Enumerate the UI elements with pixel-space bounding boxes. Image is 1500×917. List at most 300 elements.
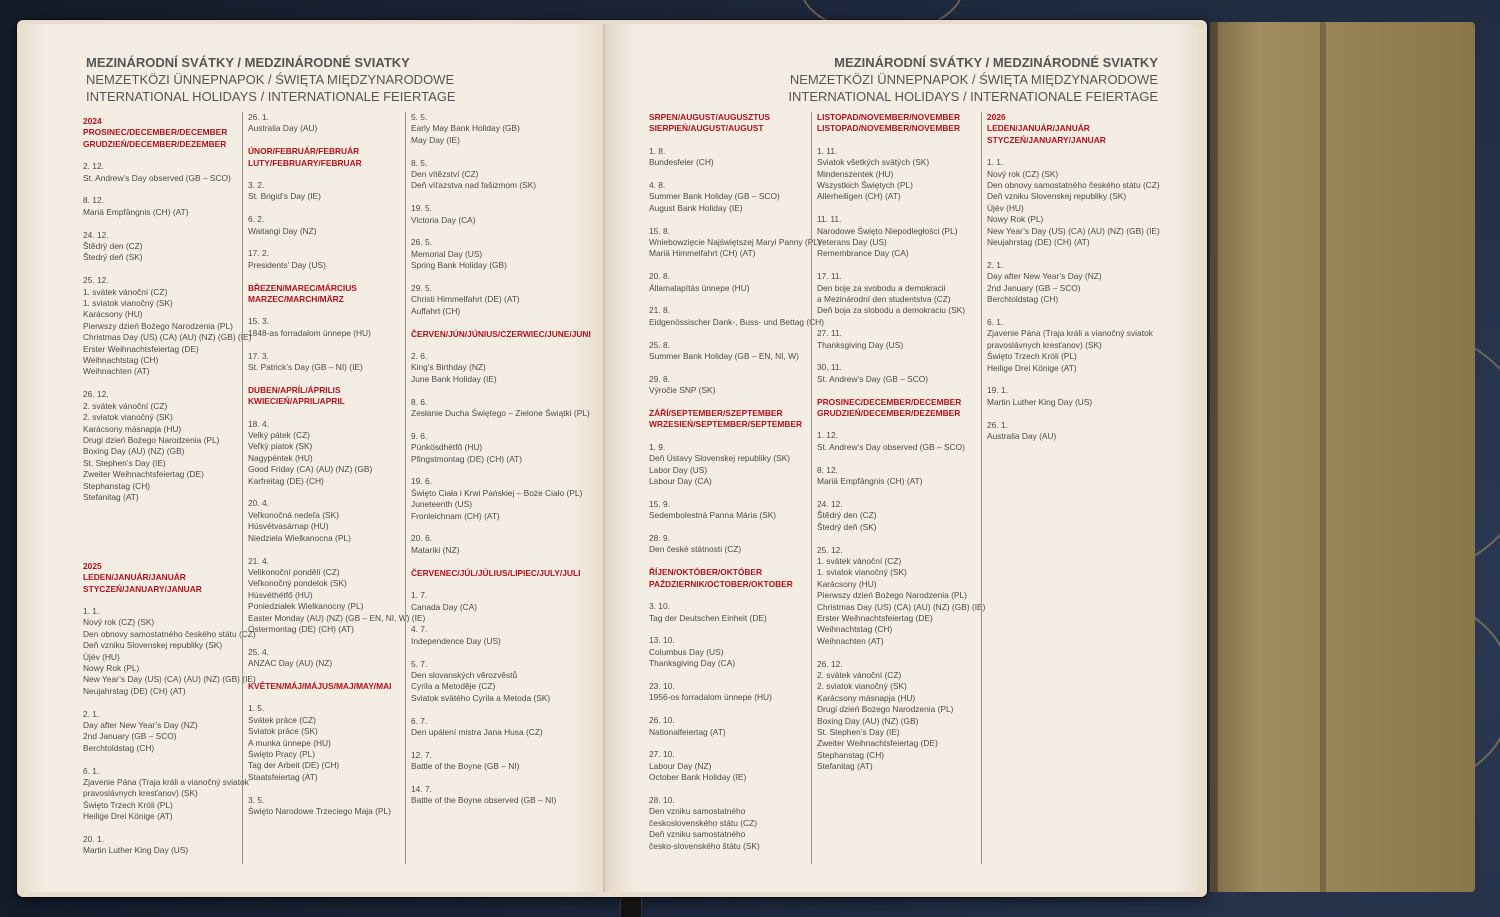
holiday-date: 6. 1. — [83, 765, 100, 776]
holiday-name: Juneteenth (US) — [411, 499, 472, 510]
holiday-date: 2. 12. — [83, 161, 104, 172]
holiday-name: Stefanitag (AT) — [817, 761, 873, 772]
holiday-date: 26. 10. — [649, 715, 675, 726]
section-heading-line: ÚNOR/FEBRUÁR/FEBRUÁR — [248, 146, 360, 157]
holiday-name: Deň boja za slobodu a demokraciu (SK) — [817, 305, 966, 316]
holiday-name: Den obnovy samostatného českého státu (CZ) — [987, 180, 1160, 191]
section-heading — [817, 397, 977, 420]
holiday-name: Stephanstag (CH) — [817, 749, 885, 760]
holiday-name: Ostermontag (DE) (CH) (AT) — [248, 623, 354, 634]
section-heading-line: ČERVENEC/JÚL/JÚLIUS/LIPIEC/JULY/JULI — [411, 567, 581, 578]
holiday-name: Labor Day (US) — [649, 464, 708, 475]
holiday-date: 4. 8. — [649, 180, 666, 191]
holiday-name: Cyrila a Metoděje (CZ) — [411, 681, 496, 692]
holiday-date: 5. 5. — [411, 112, 428, 122]
holiday-name: 2nd January (GB – SCO) — [987, 282, 1081, 293]
holiday-name: Veľkonočný pondelok (SK) — [248, 578, 347, 589]
holiday-entry — [248, 498, 401, 544]
holiday-entry — [248, 419, 401, 487]
holiday-name: Sviatok všetkých svätých (SK) — [817, 157, 930, 168]
holiday-date: 6. 2. — [248, 214, 265, 225]
holiday-entry — [817, 362, 977, 385]
holiday-name: 2nd January (GB – SCO) — [83, 731, 177, 742]
holiday-name: Canada Day (CA) — [411, 601, 478, 612]
holiday-name: June Bank Holiday (IE) — [411, 373, 497, 384]
section-heading — [817, 112, 977, 135]
holiday-name: Narodowe Święto Niepodległości (PL) — [817, 225, 958, 236]
holiday-entry — [248, 703, 401, 783]
section-heading — [411, 329, 591, 340]
holiday-entry — [83, 765, 249, 823]
holiday-entry — [411, 476, 591, 522]
holiday-name: Święto Trzech Króli (PL) — [987, 351, 1077, 362]
holiday-name: Den vzniku samostatného — [649, 806, 746, 817]
holiday-name: Den obnovy samostatného českého státu (CZ) — [83, 628, 256, 639]
holiday-entry — [248, 316, 401, 339]
holiday-name: New Year’s Day (US) (CA) (AU) (NZ) (GB) (IE) — [987, 225, 1160, 236]
header-subtitle: NEMZETKÖZI ÜNNEPNAPOK / ŚWIĘTA MIĘDZYNARODOWE — [86, 72, 455, 87]
holiday-entry — [987, 317, 1157, 374]
holiday-name: Újév (HU) — [987, 202, 1024, 213]
holiday-date: 26. 12. — [83, 389, 109, 400]
holiday-name: Den české státnosti (CZ) — [649, 544, 742, 555]
holiday-name: Zjavenie Pána (Traja králi a vianočný sviatok — [987, 328, 1153, 339]
section-heading-line: PROSINEC/DECEMBER/DECEMBER — [817, 396, 962, 407]
holiday-date: 19. 5. — [411, 203, 432, 214]
holiday-entry — [817, 465, 977, 488]
holiday-date: 27. 11. — [817, 328, 842, 339]
holiday-date: 18. 4. — [248, 418, 269, 429]
holiday-date: 20. 1. — [83, 834, 104, 845]
holiday-name: Karácsony másnapja (HU) — [817, 692, 916, 703]
holiday-date: 4. 7. — [411, 624, 428, 635]
section-heading — [248, 283, 401, 306]
holiday-entry — [411, 784, 591, 807]
holiday-entry — [411, 750, 591, 773]
section-heading-line: WRZESIEŃ/SEPTEMBER/SEPTEMBER — [649, 419, 803, 430]
holiday-name: 1. svátek vánoční (CZ) — [83, 286, 168, 297]
holiday-name: Spring Bank Holiday (GB) — [411, 260, 507, 271]
holiday-name: Štědrý den (CZ) — [83, 241, 143, 252]
holiday-date: 27. 10. — [649, 749, 675, 760]
holiday-name: St. Andrew’s Day observed (GB – SCO) — [83, 172, 231, 183]
holiday-name: Stephanstag (CH) — [83, 480, 151, 491]
holiday-entry — [649, 749, 809, 783]
holiday-name: Drugi dzień Bożego Narodzenia (PL) — [83, 434, 220, 445]
section-heading-line: SRPEN/AUGUST/AUGUSZTUS — [649, 112, 770, 122]
holiday-entry — [649, 225, 821, 260]
holiday-name: Svátek práce (CZ) — [248, 714, 316, 725]
holiday-entry — [817, 659, 977, 773]
holiday-name: Mariä Empfängnis (CH) (AT) — [83, 206, 189, 217]
holiday-entry — [987, 420, 1157, 443]
holiday-name: Matariki (NZ) — [411, 544, 460, 555]
holiday-name: Nationalfeiertag (AT) — [649, 726, 726, 737]
holiday-name: Auffahrt (CH) — [411, 305, 461, 316]
holiday-name: Deň Ústavy Slovenskej republiky (SK) — [649, 453, 791, 464]
holiday-name: Heilige Drei Könige (AT) — [987, 362, 1077, 373]
cover-flap — [1210, 22, 1475, 892]
holiday-name: Australia Day (AU) — [248, 123, 318, 134]
holiday-date: 17. 2. — [248, 248, 269, 259]
holiday-entry — [248, 351, 401, 374]
section-heading — [248, 681, 401, 692]
holiday-column — [649, 112, 825, 863]
holiday-name: King’s Birthday (NZ) — [411, 362, 486, 373]
holiday-date: 1. 7. — [411, 590, 428, 601]
holiday-name: 1. sviatok vianočný (SK) — [83, 298, 173, 309]
page-header-right — [788, 54, 1158, 105]
section-heading-line: LEDEN/JANUÁR/JANUÁR — [83, 572, 186, 583]
holiday-entry — [248, 214, 401, 237]
holiday-name: Remembrance Day (CA) — [817, 248, 909, 259]
holiday-date: 29. 5. — [411, 283, 432, 294]
holiday-entry — [649, 442, 809, 488]
holiday-entry — [83, 275, 252, 378]
holiday-entry — [817, 146, 977, 203]
holiday-name: Den vítězství (CZ) — [411, 169, 479, 180]
holiday-name: Heilige Drei Könige (AT) — [83, 811, 173, 822]
holiday-name: Święto Pracy (PL) — [248, 748, 316, 759]
holiday-entry — [817, 499, 977, 533]
holiday-column — [83, 116, 256, 868]
holiday-entry — [649, 305, 825, 328]
holiday-date: 17. 3. — [248, 350, 269, 361]
holiday-date: 15. 3. — [248, 316, 269, 327]
holiday-date: 8. 6. — [411, 396, 428, 407]
holiday-entry — [649, 601, 809, 624]
holiday-name: Sviatok svätého Cyrila a Metoda (SK) — [411, 692, 551, 703]
holiday-entry — [649, 715, 809, 738]
holiday-entry — [248, 112, 401, 135]
holiday-name: Nový rok (CZ) (SK) — [987, 168, 1059, 179]
holiday-name: Bundesfeier (CH) — [649, 157, 714, 168]
holiday-name: Christmas Day (US) (CA) (AU) (NZ) (GB) (IE) — [83, 332, 252, 343]
holiday-name: Štedrý deň (SK) — [83, 252, 143, 263]
holiday-name: Day after New Year’s Day (NZ) — [987, 271, 1102, 282]
section-heading-line: ČERVEN/JÚN/JÚNIUS/CZERWIEC/JUNE/JUNI — [411, 328, 591, 339]
holiday-name: Nový rok (CZ) (SK) — [83, 617, 155, 628]
holiday-name: Pierwszy dzień Bożego Narodzenia (PL) — [817, 590, 967, 601]
holiday-name: Veľký piatok (SK) — [248, 441, 313, 452]
section-heading — [649, 408, 809, 431]
holiday-column — [405, 112, 591, 864]
holiday-date: 23. 10. — [649, 680, 675, 691]
holiday-date: 17. 11. — [817, 271, 842, 282]
holiday-date: 1. 11. — [817, 145, 838, 156]
holiday-name: Martin Luther King Day (US) — [987, 396, 1093, 407]
holiday-entry — [649, 635, 809, 669]
holiday-name: Karfreitag (DE) (CH) — [248, 475, 324, 486]
holiday-date: 19. 6. — [411, 476, 432, 487]
holiday-date: 1. 5. — [248, 703, 265, 714]
holiday-entry — [649, 180, 809, 214]
holiday-date: 20. 4. — [248, 498, 269, 509]
holiday-name: Święto Ciała i Krwi Pańskiej – Boże Ciało (PL) — [411, 487, 583, 498]
holiday-name: ANZAC Day (AU) (NZ) — [248, 658, 333, 669]
holiday-name: 1. sviatok vianočný (SK) — [817, 567, 907, 578]
holiday-name: pravoslávnych kresťanov) (SK) — [83, 788, 198, 799]
holiday-date: 2. 1. — [83, 708, 100, 719]
holiday-name: Výročie SNP (SK) — [649, 385, 716, 396]
holiday-name: Nowy Rok (PL) — [83, 662, 140, 673]
right-page — [606, 24, 1198, 892]
holiday-name: St. Andrew’s Day observed (GB – SCO) — [817, 441, 965, 452]
holiday-entry — [411, 533, 591, 556]
holiday-date: 5. 7. — [411, 658, 428, 669]
section-heading — [248, 385, 401, 408]
holiday-date: 1. 1. — [83, 605, 100, 616]
header-title: MEZINÁRODNÍ SVÁTKY / MEDZINÁRODNÉ SVIATKY — [86, 55, 410, 70]
holiday-name: A munka ünnepe (HU) — [248, 737, 331, 748]
holiday-date: 26. 1. — [987, 419, 1008, 430]
section-heading — [649, 567, 809, 590]
holiday-name: Summer Bank Holiday (GB – SCO) — [649, 191, 780, 202]
holiday-name: Den slovanských věrozvěstů — [411, 669, 518, 680]
holiday-name: Weihnachtstag (CH) — [83, 355, 159, 366]
holiday-name: 2. svátek vánoční (CZ) — [83, 400, 168, 411]
holiday-entry — [411, 624, 591, 647]
holiday-entry — [649, 340, 809, 363]
section-heading-line: KVĚTEN/MÁJ/MÁJUS/MAJ/MAY/MAI — [248, 680, 392, 691]
holiday-date: 3. 5. — [248, 794, 265, 805]
holiday-name: Wszystkich Świętych (PL) — [817, 180, 913, 191]
holiday-name: Easter Monday (AU) (NZ) (GB – EN, NI, W) (IE) — [248, 612, 426, 623]
section-heading — [411, 568, 591, 579]
holiday-column — [811, 112, 986, 864]
holiday-date: 26. 1. — [248, 112, 269, 122]
holiday-name: Veľkonočná nedeľa (SK) — [248, 509, 340, 520]
holiday-name: St. Stephen’s Day (IE) — [817, 726, 900, 737]
page-header-left — [86, 54, 456, 105]
section-heading-line: LUTY/FEBRUARY/FEBRUAR — [248, 157, 362, 168]
holiday-entry — [83, 230, 243, 264]
holiday-date: 25. 8. — [649, 339, 670, 350]
holiday-name: Staatsfeiertag (AT) — [248, 771, 318, 782]
holiday-name: Victoria Day (CA) — [411, 214, 476, 225]
section-heading-line: PAŹDZIERNIK/OCTOBER/OKTOBER — [649, 578, 793, 589]
holiday-name: St. Patrick’s Day (GB – NI) (IE) — [248, 362, 363, 373]
open-book — [17, 20, 1207, 897]
holiday-entry — [411, 659, 591, 705]
holiday-name: Újév (HU) — [83, 651, 120, 662]
holiday-date: 28. 10. — [649, 794, 675, 805]
holiday-name: Deň vzniku Slovenskej republiky (SK) — [987, 191, 1127, 202]
holiday-entry — [411, 237, 591, 271]
holiday-date: 24. 12. — [817, 498, 843, 509]
holiday-name: August Bank Holiday (IE) — [649, 202, 743, 213]
section-heading-line: LISTOPAD/NOVEMBER/NOVEMBER — [817, 112, 961, 122]
holiday-name: Zweiter Weihnachtsfeiertag (DE) — [817, 738, 938, 749]
holiday-name: Boxing Day (AU) (NZ) (GB) — [83, 446, 185, 457]
holiday-name: Erster Weihnachtsfeiertag (DE) — [817, 612, 933, 623]
holiday-name: New Year’s Day (US) (CA) (AU) (NZ) (GB) (IE) — [83, 674, 256, 685]
holiday-name: Sviatok práce (SK) — [248, 726, 318, 737]
holiday-name: Labour Day (CA) — [649, 476, 712, 487]
holiday-name: Mariä Himmelfahrt (CH) (AT) — [649, 248, 756, 259]
holiday-entry — [83, 709, 243, 755]
holiday-name: Weihnachten (AT) — [83, 366, 150, 377]
holiday-name: Karácsony másnapja (HU) — [83, 423, 182, 434]
holiday-name: 1. svátek vánoční (CZ) — [817, 555, 902, 566]
holiday-entry — [411, 158, 591, 192]
holiday-name: Nagypéntek (HU) — [248, 452, 313, 463]
holiday-name: Zesłanie Ducha Świętego – Zielone Świątki (PL) — [411, 408, 590, 419]
holiday-name: Húsvétvasárnap (HU) — [248, 521, 329, 532]
holiday-name: Good Friday (CA) (AU) (NZ) (GB) — [248, 464, 373, 475]
holiday-name: 2. sviatok vianočný (SK) — [83, 412, 173, 423]
section-heading-line: 2025 — [83, 560, 102, 571]
holiday-name: Pfingstmontag (DE) (CH) (AT) — [411, 453, 523, 464]
section-heading-line: LISTOPAD/NOVEMBER/NOVEMBER — [817, 123, 961, 134]
section-heading-line: GRUDZIEŃ/DECEMBER/DEZEMBER — [83, 138, 227, 149]
section-heading-line: LEDEN/JANUÁR/JANUÁR — [987, 123, 1090, 134]
holiday-date: 3. 10. — [649, 601, 670, 612]
holiday-name: Zjavenie Pána (Traja králi a vianočný sviatok — [83, 777, 249, 788]
holiday-entry — [411, 283, 591, 317]
holiday-date: 6. 1. — [987, 316, 1004, 327]
holiday-name: Pünkösdhétfő (HU) — [411, 442, 483, 453]
holiday-date: 1. 1. — [987, 157, 1004, 168]
holiday-name: 1956-os forradalom ünnepe (HU) — [649, 692, 772, 703]
holiday-entry — [649, 533, 809, 556]
section-heading — [987, 112, 1157, 146]
holiday-name: Veterans Day (US) — [817, 237, 887, 248]
holiday-name: St. Brigid’s Day (IE) — [248, 191, 321, 202]
holiday-date: 26. 5. — [411, 237, 432, 248]
holiday-name: a Mezinárodní den studentstva (CZ) — [817, 294, 951, 305]
holiday-name: Christi Himmelfahrt (DE) (AT) — [411, 294, 520, 305]
holiday-name: Tag der Arbeit (DE) (CH) — [248, 760, 340, 771]
section-heading — [248, 146, 401, 169]
holiday-entry — [411, 590, 591, 613]
holiday-date: 25. 12. — [817, 544, 843, 555]
holiday-entry — [248, 248, 401, 271]
holiday-name: 1848-as forradalom ünnepe (HU) — [248, 327, 371, 338]
holiday-name: Independence Day (US) — [411, 635, 501, 646]
holiday-date: 14. 7. — [411, 783, 432, 794]
holiday-name: Weihnachtstag (CH) — [817, 624, 893, 635]
holiday-name: St. Andrew’s Day (GB – SCO) — [817, 373, 929, 384]
holiday-entry — [649, 146, 809, 169]
holiday-entry — [649, 795, 809, 852]
holiday-name: Early May Bank Holiday (GB) — [411, 123, 520, 134]
holiday-date: 25. 12. — [83, 275, 109, 286]
holiday-name: Mindenszentek (HU) — [817, 168, 894, 179]
holiday-name: St. Stephen’s Day (IE) — [83, 457, 166, 468]
holiday-date: 21. 4. — [248, 555, 269, 566]
holiday-name: Summer Bank Holiday (GB – EN, NI, W) — [649, 351, 799, 362]
holiday-entry — [411, 431, 591, 465]
holiday-name: Tag der Deutschen Einheit (DE) — [649, 612, 767, 623]
bookmark-ribbon — [620, 898, 642, 917]
holiday-date: 24. 12. — [83, 229, 109, 240]
section-heading-line: KWIECIEŃ/APRIL/APRIL — [248, 396, 345, 407]
holiday-name: Battle of the Boyne observed (GB – NI) — [411, 795, 557, 806]
holiday-name: Deň vzniku Slovenskej republiky (SK) — [83, 640, 223, 651]
section-heading-line: PROSINEC/DECEMBER/DECEMBER — [83, 127, 228, 138]
holiday-name: Berchtoldstag (CH) — [987, 294, 1059, 305]
holiday-name: Nowy Rok (PL) — [987, 214, 1044, 225]
section-heading-line: BŘEZEN/MAREC/MÁRCIUS — [248, 282, 357, 293]
holiday-name: 2. svátek vánoční (CZ) — [817, 669, 902, 680]
holiday-name: Niedziela Wielkanocna (PL) — [248, 532, 351, 543]
header-title: MEZINÁRODNÍ SVÁTKY / MEDZINÁRODNÉ SVIATKY — [834, 55, 1158, 70]
holiday-date: 11. 11. — [817, 214, 842, 225]
holiday-name: Day after New Year’s Day (NZ) — [83, 720, 198, 730]
holiday-name: Memorial Day (US) — [411, 248, 483, 259]
holiday-date: 25. 4. — [248, 646, 269, 657]
holiday-date: 9. 6. — [411, 430, 428, 441]
holiday-entry — [83, 195, 243, 218]
holiday-date: 13. 10. — [649, 635, 675, 646]
holiday-entry — [248, 795, 401, 818]
holiday-name: Drugi dzień Bożego Narodzenia (PL) — [817, 704, 954, 715]
holiday-date: 26. 12. — [817, 658, 843, 669]
holiday-name: Święto Narodowe Trzeciego Maja (PL) — [248, 805, 391, 816]
holiday-entry — [411, 716, 591, 739]
holiday-entry — [817, 430, 977, 453]
holiday-name: Sedembolestná Panna Mária (SK) — [649, 510, 777, 521]
holiday-name: Martin Luther King Day (US) — [83, 845, 189, 856]
holiday-name: Deň vzniku samostatného — [649, 829, 746, 840]
holiday-entry — [817, 271, 977, 317]
holiday-entry — [83, 605, 256, 697]
holiday-date: 8. 12. — [817, 464, 838, 475]
holiday-entry — [411, 112, 591, 146]
section-heading — [83, 116, 243, 150]
holiday-name: Christmas Day (US) (CA) (AU) (NZ) (GB) (IE) — [817, 601, 986, 612]
holiday-entry — [411, 351, 591, 385]
holiday-name: Eidgenössischer Dank-, Buss- und Bettag (CH) — [649, 316, 825, 327]
holiday-date: 21. 8. — [649, 305, 670, 316]
holiday-name: Poniedziałek Wielkanocny (PL) — [248, 601, 364, 612]
holiday-name: Štědrý den (CZ) — [817, 510, 877, 521]
holiday-entry — [248, 647, 401, 670]
holiday-entry — [411, 397, 591, 420]
holiday-name: Labour Day (NZ) — [649, 760, 712, 771]
holiday-name: Mariä Empfängnis (CH) (AT) — [817, 476, 923, 487]
section-heading-line: 2026 — [987, 112, 1006, 122]
section-heading-line: MARZEC/MARCH/MÄRZ — [248, 294, 344, 305]
section-heading — [83, 561, 243, 595]
holiday-entry — [817, 328, 977, 351]
holiday-date: 15. 9. — [649, 498, 670, 509]
holiday-date: 30. 11. — [817, 362, 842, 373]
holiday-name: Zweiter Weihnachtsfeiertag (DE) — [83, 469, 204, 480]
holiday-entry — [649, 374, 809, 397]
holiday-name: Berchtoldstag (CH) — [83, 742, 155, 753]
holiday-date: 20. 8. — [649, 271, 670, 282]
holiday-entry — [411, 203, 591, 226]
section-heading-line: SIERPIEŃ/AUGUST/AUGUST — [649, 123, 764, 134]
holiday-name: Pierwszy dzień Bożego Narodzenia (PL) — [83, 320, 233, 331]
section-heading-line: STYCZEŃ/JANUARY/JANUAR — [987, 134, 1106, 145]
holiday-date: 3. 2. — [248, 180, 265, 191]
holiday-date: 1. 12. — [817, 430, 838, 441]
header-subtitle: INTERNATIONAL HOLIDAYS / INTERNATIONALE FEIERTAGE — [86, 89, 456, 104]
holiday-name: 2. sviatok vianočný (SK) — [817, 681, 907, 692]
holiday-date: 2. 1. — [987, 259, 1004, 270]
holiday-date: 8. 5. — [411, 157, 428, 168]
section-heading-line: GRUDZIEŃ/DECEMBER/DEZEMBER — [817, 408, 961, 419]
holiday-entry — [248, 180, 401, 203]
section-heading-line: STYCZEŃ/JANUARY/JANUAR — [83, 583, 202, 594]
holiday-date: 19. 1. — [987, 385, 1008, 396]
holiday-date: 20. 6. — [411, 533, 432, 544]
holiday-date: 8. 12. — [83, 195, 104, 206]
holiday-date: 15. 8. — [649, 225, 670, 236]
